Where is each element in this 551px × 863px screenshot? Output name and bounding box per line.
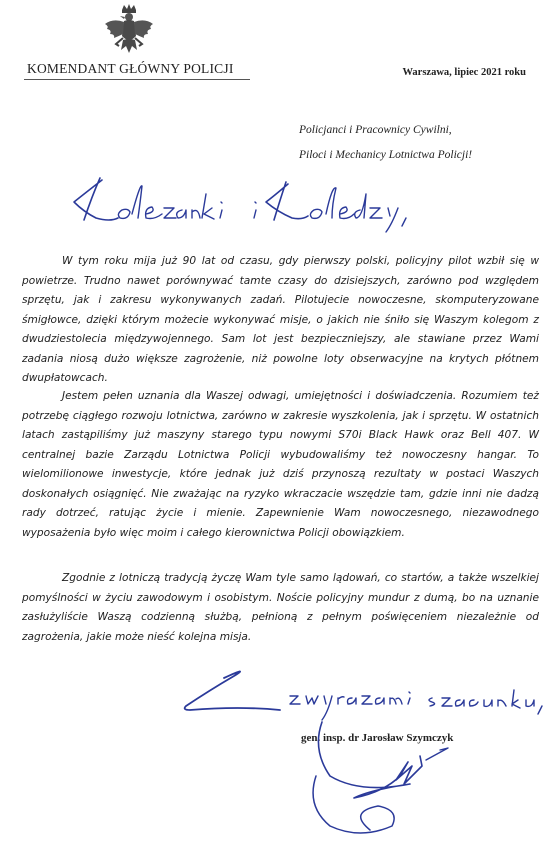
paragraph-2-text: Jestem pełen uznania dla Waszej odwagi, umiejętności i doświadczenia. Rozumiem też potrzebę ciągłego rozwoju lotnictwa, zarówno w zakresie wyszkolenia, jak i sprzętu. W ostatnich latach zastąpiliśmy już maszyny starego typu nowymi S70i Black Hawk oraz Bell 407. W centralnej bazie Zarządu Lotnictwa Policji wybudowaliśmy też nowoczesny hangar. To wielomilionowe inwestycje, które jednak już dziś przynoszą rezultaty w postaci Waszych doskonałych osiągnięć. Nie zważając na ryzyko wkraczacie wszędzie tam, gdzie inni nie dadzą rady dotrzeć, ratując życie i mienie. Zapewnienie Wam nowoczesnego, niezawodnego wyposażenia było więc moim i całego kierownictwa Policji obowiązkiem.	[22, 390, 539, 539]
letter-paragraph-3	[22, 569, 539, 647]
letter-paragraph-2	[22, 387, 539, 543]
polish-eagle-emblem-icon	[103, 4, 155, 60]
salutation-line-1: Policjanci i Pracownicy Cywilni,	[299, 124, 452, 136]
handwritten-greeting	[70, 174, 420, 234]
office-title: KOMENDANT GŁÓWNY POLICJI	[27, 61, 234, 76]
handwritten-closing	[180, 666, 550, 726]
handwritten-signature	[300, 720, 460, 840]
place-date: Warszawa, lipiec 2021 roku	[402, 67, 526, 78]
paragraph-3-text: Zgodnie z lotniczą tradycją życzę Wam tyle samo lądowań, co startów, a także wszelkiej pomyślności w życiu zawodowym i osobistym. Noście policyjny mundur z dumą, bo na uznanie zasłużyliście Waszą codzienną służbą, pełnioną z pełnym poświęceniem niezależnie od zagrożenia, jakie może nieść kolejna misja.	[22, 572, 539, 643]
signer-name: gen. insp. dr Jarosław Szymczyk	[301, 732, 454, 744]
paragraph-1-text: W tym roku mija już 90 lat od czasu, gdy pierwszy polski, policyjny pilot wzbił się w powietrze. Trudno nawet porównywać tamte czasy do dzisiejszych, zarówno pod względem sprzętu, jak i zakresu wykonywanych zadań. Pilotujecie nowoczesne, skomputeryzowane śmigłowce, dzięki którym możecie wykonywać misje, o jakich nie śniło się Waszym kolegom z dwudziestolecia międzywojennego. Sam lot jest bezpieczniejszy, ale stawiane przez Wami zadania niosą dużo większe zagrożenie, niż powolne loty obserwacyjne na krytych płótnem dwupłatowcach.	[22, 255, 539, 384]
letter-paragraph-1	[22, 252, 539, 389]
salutation-line-2: Piloci i Mechanicy Lotnictwa Policji!	[299, 149, 473, 161]
header-divider	[24, 79, 250, 80]
